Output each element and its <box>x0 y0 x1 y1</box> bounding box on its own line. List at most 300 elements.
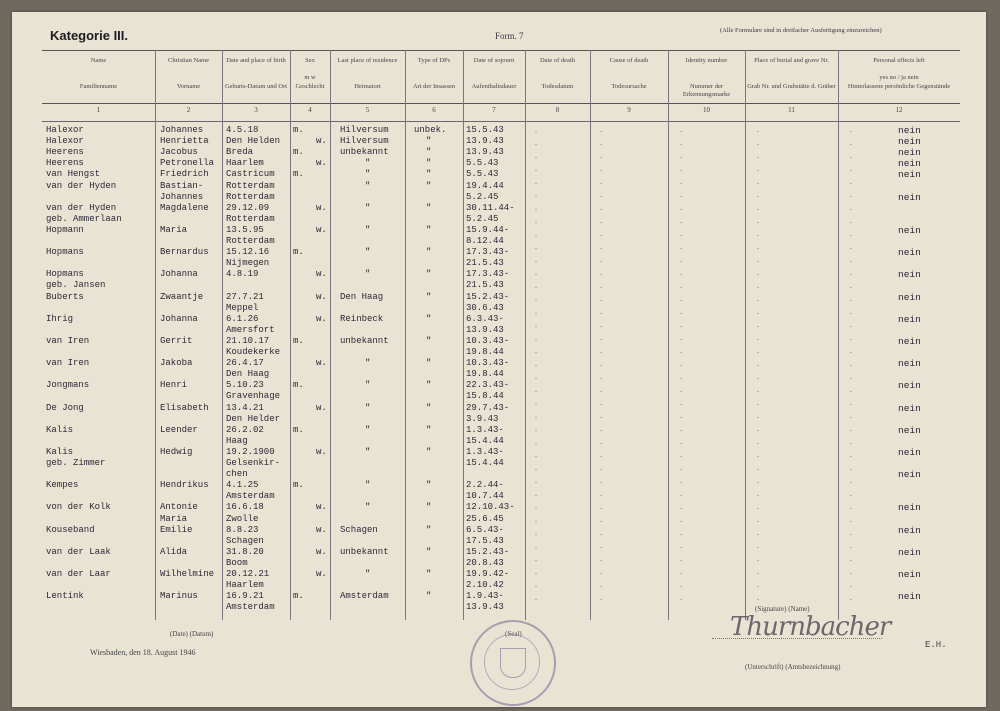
cell-sex: w. <box>316 269 327 280</box>
column-divider <box>745 50 746 620</box>
cell-sojourn: 5.2.45 <box>466 213 499 224</box>
column-header-sub-12: yes no / ja nein <box>879 74 919 81</box>
column-header-bottom-8: Todesdatum <box>541 83 574 90</box>
cell-effects: nein <box>898 335 921 347</box>
cell-type: " <box>426 591 432 602</box>
cell-effects: nein <box>898 313 921 325</box>
cell-type: " <box>426 424 432 435</box>
cell-type: " <box>426 569 432 579</box>
cell-residence: Den Haag <box>340 291 384 302</box>
column-header-bottom-4: Geschlecht <box>295 83 325 90</box>
cell-sojourn: 10.7.44 <box>466 491 504 502</box>
column-header-top-4: Sex <box>305 57 315 64</box>
cell-residence: " <box>365 446 371 457</box>
cell-first-name: Leender <box>160 424 198 435</box>
cell-effects: nein <box>898 469 921 481</box>
cell-first-name: Alida <box>160 546 188 557</box>
cell-sojourn: 19.9.42- <box>466 569 510 579</box>
cell-birth: Rotterdam <box>226 236 275 246</box>
cell-sojourn: 12.10.43- <box>466 502 515 513</box>
cell-first-name: Henri <box>160 380 188 391</box>
cell-sojourn: 10.3.43- <box>466 335 510 346</box>
cell-sex: m. <box>293 335 304 346</box>
dotted-guide <box>600 125 602 605</box>
cell-surname: van der Laak <box>46 546 111 557</box>
cell-birth: Haarlem <box>226 580 264 591</box>
cell-residence: Hilversum <box>340 125 389 135</box>
header-bottom-rule <box>42 121 960 122</box>
cell-first-name: Jakoba <box>160 358 193 369</box>
column-number-11: 11 <box>788 106 795 114</box>
dotted-guide <box>680 125 682 605</box>
cell-birth: 26.4.17 <box>226 358 264 369</box>
cell-sojourn: 5.5.43 <box>466 169 499 180</box>
cell-surname: geb. Zimmer <box>46 458 106 468</box>
top-note: (Alle Formulare sind in dreifacher Ausfertigung einzureichen) <box>720 27 882 34</box>
column-header-bottom-11: Grab Nr. und Grabstätte d. Gräber <box>747 83 836 90</box>
dotted-guide <box>757 125 759 605</box>
cell-type: " <box>426 269 432 280</box>
cell-first-name: Jacobus <box>160 147 198 158</box>
column-divider <box>463 50 464 620</box>
cell-surname: Jongmans <box>46 380 90 391</box>
cell-surname: van der Hyden <box>46 180 117 191</box>
cell-sex: m. <box>293 125 304 135</box>
cell-birth: chen <box>226 469 248 480</box>
column-number-12: 12 <box>895 106 903 114</box>
cell-sojourn: 6.3.43- <box>466 313 504 324</box>
cell-first-name: Gerrit <box>160 335 193 346</box>
column-header-top-8: Date of death <box>539 57 575 64</box>
cell-sojourn: 29.7.43- <box>466 402 510 413</box>
cell-residence: " <box>365 169 371 180</box>
cell-type: " <box>426 158 432 169</box>
cell-type: " <box>426 524 432 535</box>
column-number-4: 4 <box>308 106 312 114</box>
cell-type: " <box>426 335 432 346</box>
cell-residence: unbekannt <box>340 546 389 557</box>
cell-surname: Heerens <box>46 147 84 158</box>
cell-surname: Buberts <box>46 291 84 302</box>
cell-residence: Hilversum <box>340 136 389 147</box>
cell-residence: Schagen <box>340 524 378 535</box>
cell-birth: 19.2.1900 <box>226 446 275 457</box>
cell-sex: w. <box>316 446 327 457</box>
cell-surname: Hopmans <box>46 247 84 258</box>
cell-residence: unbekannt <box>340 147 389 158</box>
cell-first-name: Bernardus <box>160 247 209 258</box>
cell-birth: 21.10.17 <box>226 335 270 346</box>
cell-sex: w. <box>316 202 327 213</box>
cell-effects: nein <box>898 446 921 458</box>
cell-sojourn: 10.3.43- <box>466 358 510 369</box>
cell-first-name: Bastian- <box>160 180 204 191</box>
cell-surname: Lentink <box>46 591 84 602</box>
column-number-2: 2 <box>186 106 191 114</box>
cell-surname: Kempes <box>46 480 79 491</box>
cell-surname: Hopmann <box>46 224 84 235</box>
cell-type: " <box>426 180 432 191</box>
cell-effects: nein <box>898 569 921 580</box>
cell-birth: Gravenhage <box>226 391 281 402</box>
column-header-top-2: Christian Name <box>168 57 209 64</box>
cell-sex: w. <box>316 502 327 513</box>
column-divider <box>155 50 156 620</box>
column-header-top-6: Type of DPs <box>417 57 451 64</box>
cell-effects: nein <box>898 191 921 203</box>
cell-sojourn: 13.9.43 <box>466 136 504 147</box>
cell-sojourn: 2.10.42 <box>466 580 504 591</box>
cell-sojourn: 17.3.43- <box>466 247 510 258</box>
cell-birth: Nijmegen <box>226 258 270 269</box>
cell-surname: Halexor <box>46 136 84 147</box>
cell-sojourn: 15.9.44- <box>466 224 510 235</box>
cell-surname: geb. Jansen <box>46 280 106 291</box>
cell-birth: 27.7.21 <box>226 291 264 302</box>
cell-residence: " <box>365 569 371 579</box>
cell-sex: w. <box>316 358 327 369</box>
cell-birth: 4.1.25 <box>226 480 259 491</box>
column-number-5: 5 <box>365 106 370 114</box>
cell-type: " <box>426 380 432 391</box>
column-number-3: 3 <box>254 106 258 114</box>
column-header-top-10: Identity number <box>685 57 728 64</box>
cell-effects: nein <box>898 136 921 148</box>
cell-birth: 4.5.18 <box>226 125 259 135</box>
cell-sex: m. <box>293 380 304 391</box>
cell-sojourn: 5.5.43 <box>466 158 499 169</box>
cell-surname: Kalis <box>46 446 74 457</box>
cell-type: " <box>426 247 432 258</box>
cell-sojourn: 3.9.43 <box>466 413 499 424</box>
cell-first-name: Friedrich <box>160 169 209 180</box>
cell-residence: " <box>365 402 371 413</box>
cell-residence: " <box>365 224 371 235</box>
cell-birth: 20.12.21 <box>226 569 270 579</box>
cell-sex: m. <box>293 169 304 180</box>
column-header-bottom-1: Familienname <box>79 83 118 90</box>
cell-sojourn: 17.5.43 <box>466 535 504 546</box>
date-label: (Date) (Datum) <box>170 630 214 638</box>
cell-residence: Reinbeck <box>340 313 384 324</box>
cell-first-name: Johanna <box>160 313 198 324</box>
cell-type: " <box>426 202 432 213</box>
cell-sex: w. <box>316 224 327 235</box>
cell-effects: nein <box>898 424 921 436</box>
cell-sex: w. <box>316 136 327 147</box>
cell-effects: nein <box>898 402 921 414</box>
cell-sojourn: 25.6.45 <box>466 513 504 524</box>
place-date: Wiesbaden, den 18. August 1946 <box>90 648 196 657</box>
cell-effects: nein <box>898 502 921 514</box>
cell-sojourn: 15.5.43 <box>466 125 504 135</box>
cell-first-name: Johannes <box>160 191 204 202</box>
cell-sojourn: 17.3.43- <box>466 269 510 280</box>
cell-sojourn: 15.2.43- <box>466 291 510 302</box>
cell-birth: Koudekerke <box>226 347 281 357</box>
column-number-6: 6 <box>432 106 436 114</box>
cell-first-name: Maria <box>160 224 188 235</box>
cell-first-name: Elisabeth <box>160 402 209 413</box>
cell-sojourn: 13.9.43 <box>466 602 504 613</box>
cell-sex: m. <box>293 480 304 491</box>
cell-effects: nein <box>898 247 921 259</box>
cell-surname: Hopmans <box>46 269 84 280</box>
cell-birth: Haarlem <box>226 158 264 169</box>
column-header-bottom-2: Vorname <box>176 83 201 90</box>
cell-surname: van Hengst <box>46 169 101 180</box>
cell-birth: 5.10.23 <box>226 380 264 391</box>
cell-sojourn: 6.5.43- <box>466 524 504 535</box>
cell-first-name: Maria <box>160 513 188 524</box>
column-header-top-11: Place of burial and grave Nr. <box>754 57 829 64</box>
column-divider <box>222 50 223 620</box>
cell-birth: Rotterdam <box>226 191 275 202</box>
cell-first-name: Johanna <box>160 269 198 280</box>
column-number-9: 9 <box>627 106 631 114</box>
cell-birth: Rotterdam <box>226 180 275 191</box>
column-header-bottom-10: Nummer der Erkennungsmarke <box>682 83 731 98</box>
cell-type: " <box>426 480 432 491</box>
column-header-sub-4: m w <box>304 74 316 81</box>
cell-type: " <box>426 291 432 302</box>
cell-birth: 15.12.16 <box>226 247 270 258</box>
cell-sojourn: 15.4.44 <box>466 458 504 468</box>
cell-type: " <box>426 358 432 369</box>
cell-sex: w. <box>316 524 327 535</box>
cell-residence: " <box>365 380 371 391</box>
cell-sex: w. <box>316 402 327 413</box>
cell-type: unbek. <box>414 125 447 135</box>
cell-sojourn: 5.2.45 <box>466 191 499 202</box>
cell-type: " <box>426 546 432 557</box>
cell-residence: " <box>365 358 371 369</box>
cell-residence: " <box>365 202 371 213</box>
column-header-bottom-6: Art der Insassen <box>412 83 456 90</box>
cell-first-name: Petronella <box>160 158 215 169</box>
cell-birth: 16.9.21 <box>226 591 264 602</box>
cell-sojourn: 22.3.43- <box>466 380 510 391</box>
cell-sojourn: 13.9.43 <box>466 147 504 158</box>
cell-residence: Amsterdam <box>340 591 389 602</box>
cell-birth: Amersfort <box>226 324 275 335</box>
cell-sex: m. <box>293 247 304 258</box>
column-divider <box>838 50 839 620</box>
cell-sojourn: 1.3.43- <box>466 446 504 457</box>
cell-sojourn: 1.3.43- <box>466 424 504 435</box>
cell-birth: Amsterdam <box>226 602 275 613</box>
cell-birth: 31.8.20 <box>226 546 264 557</box>
form-number: Form. 7 <box>495 31 524 41</box>
cell-residence: unbekannt <box>340 335 389 346</box>
cell-birth: 6.1.26 <box>226 313 259 324</box>
column-divider <box>668 50 669 620</box>
cell-effects: nein <box>898 380 921 392</box>
cell-type: " <box>426 313 432 324</box>
cell-effects: nein <box>898 125 921 136</box>
handwritten-signature: Thurnbacher <box>730 612 891 642</box>
cell-residence: " <box>365 158 371 169</box>
cell-sojourn: 21.5.43 <box>466 258 504 269</box>
cell-sojourn: 2.2.44- <box>466 480 504 491</box>
cell-first-name: Johannes <box>160 125 204 135</box>
column-header-bottom-5: Heimatort <box>354 83 381 90</box>
column-header-top-12: Personal effects left <box>873 57 925 64</box>
cell-surname: van Iren <box>46 335 90 346</box>
cell-birth: 26.2.02 <box>226 424 264 435</box>
cell-residence: " <box>365 269 371 280</box>
column-divider <box>330 50 331 620</box>
cell-residence: " <box>365 424 371 435</box>
cell-type: " <box>426 502 432 513</box>
cell-sojourn: 15.8.44 <box>466 391 504 402</box>
cell-birth: 13.4.21 <box>226 402 264 413</box>
cell-effects: nein <box>898 291 921 303</box>
cell-sojourn: 8.12.44 <box>466 236 504 246</box>
seal-label: (Seal) <box>505 630 522 638</box>
dotted-guide <box>535 125 537 605</box>
cell-birth: Zwolle <box>226 513 259 524</box>
initials: E.H. <box>925 640 947 650</box>
cell-effects: nein <box>898 591 921 603</box>
cell-sex: w. <box>316 158 327 169</box>
cell-sex: w. <box>316 313 327 324</box>
cell-sex: w. <box>316 291 327 302</box>
cell-surname: von der Kolk <box>46 502 111 513</box>
cell-sojourn: 30.6.43 <box>466 302 504 313</box>
cell-birth: 13.5.95 <box>226 224 264 235</box>
cell-sojourn: 19.4.44 <box>466 180 504 191</box>
cell-surname: Ihrig <box>46 313 74 324</box>
column-header-bottom-12: Hinterlassene persönliche Gegenstände <box>847 83 951 90</box>
column-header-top-3: Date and place of birth <box>226 57 286 64</box>
cell-sex: w. <box>316 569 327 579</box>
cell-surname: geb. Ammerlaan <box>46 213 122 224</box>
cell-sex: m. <box>293 147 304 158</box>
cell-birth: Den Helder <box>226 413 281 424</box>
cell-birth: Amsterdam <box>226 491 275 502</box>
cell-birth: Haag <box>226 435 248 446</box>
cell-residence: " <box>365 247 371 258</box>
cell-surname: Kouseband <box>46 524 95 535</box>
cell-birth: 8.8.23 <box>226 524 259 535</box>
cell-first-name: Marinus <box>160 591 198 602</box>
cell-surname: De Jong <box>46 402 84 413</box>
cell-sojourn: 15.2.43- <box>466 546 510 557</box>
column-number-10: 10 <box>703 106 710 114</box>
cell-effects: nein <box>898 524 921 536</box>
cell-birth: Den Haag <box>226 369 270 380</box>
cell-first-name: Wilhelmine <box>160 569 215 579</box>
cell-birth: Rotterdam <box>226 213 275 224</box>
cell-first-name: Hedwig <box>160 446 193 457</box>
document-title: Kategorie III. <box>50 28 129 43</box>
cell-effects: nein <box>898 224 921 236</box>
column-header-top-7: Date of sojourn <box>473 57 515 64</box>
cell-first-name: Antonie <box>160 502 198 513</box>
cell-type: " <box>426 147 432 158</box>
cell-first-name: Magdalene <box>160 202 209 213</box>
cell-surname: van Iren <box>46 358 90 369</box>
cell-birth: Den Helden <box>226 136 281 147</box>
signer-title: (Unterschrift) (Amtsbezeichnung) <box>745 663 841 671</box>
cell-sojourn: 1.9.43- <box>466 591 504 602</box>
cell-sojourn: 15.4.44 <box>466 435 504 446</box>
signature-label: (Signature) (Name) <box>755 605 810 613</box>
cell-birth: Meppel <box>226 302 259 313</box>
column-header-bottom-7: Aufenthaltsdauer <box>471 83 517 90</box>
dotted-guide <box>850 125 852 605</box>
column-header-top-1: Name <box>90 57 107 64</box>
cell-birth: 16.6.18 <box>226 502 264 513</box>
cell-sojourn: 20.8.43 <box>466 557 504 568</box>
column-number-1: 1 <box>96 106 101 114</box>
cell-type: " <box>426 136 432 147</box>
cell-effects: nein <box>898 546 921 558</box>
column-divider <box>405 50 406 620</box>
column-number-7: 7 <box>492 106 496 114</box>
cell-effects: nein <box>898 147 921 159</box>
cell-sojourn: 30.11.44- <box>466 202 515 213</box>
cell-type: " <box>426 402 432 413</box>
column-number-8: 8 <box>555 106 560 114</box>
column-header-bottom-9: Todesursache <box>611 83 647 90</box>
column-divider <box>525 50 526 620</box>
cell-effects: nein <box>898 269 921 281</box>
cell-sex: m. <box>293 424 304 435</box>
shield-icon <box>500 648 526 678</box>
cell-birth: Castricum <box>226 169 275 180</box>
cell-sex: m. <box>293 591 304 602</box>
cell-birth: Boom <box>226 557 248 568</box>
cell-surname: Kalis <box>46 424 74 435</box>
cell-birth: 4.8.19 <box>226 269 259 280</box>
cell-surname: van der Laar <box>46 569 111 579</box>
cell-type: " <box>426 169 432 180</box>
cell-birth: Breda <box>226 147 254 158</box>
cell-sojourn: 19.8.44 <box>466 347 504 357</box>
cell-residence: " <box>365 502 371 513</box>
cell-type: " <box>426 224 432 235</box>
cell-first-name: Emilie <box>160 524 193 535</box>
cell-type: " <box>426 446 432 457</box>
police-stamp-seal <box>470 620 556 706</box>
cell-birth: Schagen <box>226 535 264 546</box>
cell-first-name: Zwaantje <box>160 291 204 302</box>
cell-effects: nein <box>898 358 921 370</box>
cell-surname: van der Hyden <box>46 202 117 213</box>
column-divider <box>290 50 291 620</box>
cell-sojourn: 21.5.43 <box>466 280 504 291</box>
cell-first-name: Hendrikus <box>160 480 209 491</box>
cell-sex: w. <box>316 546 327 557</box>
cell-birth: Gelsenkir- <box>226 458 281 468</box>
cell-effects: nein <box>898 158 921 170</box>
cell-residence: " <box>365 480 371 491</box>
cell-birth: 29.12.09 <box>226 202 270 213</box>
cell-sojourn: 13.9.43 <box>466 324 504 335</box>
cell-first-name: Henrietta <box>160 136 209 147</box>
column-header-bottom-3: Geburts-Datum und Ort <box>224 83 288 90</box>
column-header-top-9: Cause of death <box>609 57 649 64</box>
cell-surname: Heerens <box>46 158 84 169</box>
column-header-top-5: Last place of residence <box>337 57 398 64</box>
cell-sojourn: 19.8.44 <box>466 369 504 380</box>
column-divider <box>590 50 591 620</box>
cell-surname: Halexor <box>46 125 84 135</box>
cell-residence: " <box>365 180 371 191</box>
margin-tag <box>4 560 14 580</box>
